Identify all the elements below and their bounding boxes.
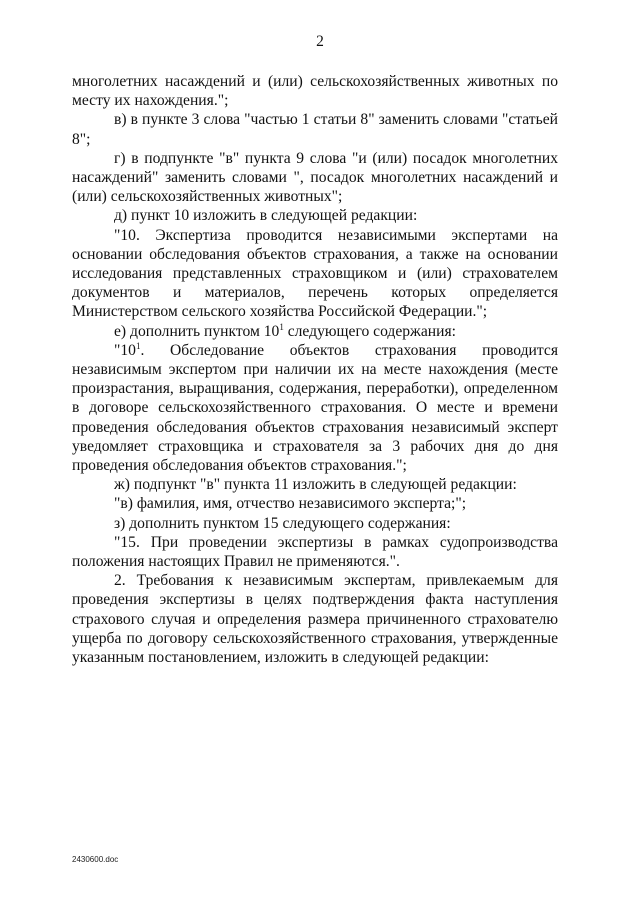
paragraph-item-zh: ж) подпункт "в" пункта 11 изложить в следующей редакции: bbox=[114, 476, 517, 494]
paragraph-section-2: 2. Требования к независимым экспертам, привлекаемым для проведения экспертизы в целях подтверждения факта наступления страхового случая и определения размера причиненного страхователю ущерба по договору сельскохозяйственного страхования, утвержденные указанным постановлением, изложить в следующей редакции: bbox=[72, 572, 558, 667]
paragraph-item-v: в) в пункте 3 слова "частью 1 статьи 8" заменить словами "статьей 8"; bbox=[72, 111, 558, 148]
paragraph-clause-10: "10. Экспертиза проводится независимыми экспертами на основании обследования объектов страхования, а также на основании исследования представленных страховщиком и (или) страхователем документов и материалов, перечень которых определяется Министерством сельского хозяйства Российской Федерации."; bbox=[72, 226, 558, 321]
paragraph-clause-10-1-number: "10 bbox=[114, 341, 136, 359]
paragraph-continuation: многолетних насаждений и (или) сельскохозяйственных животных по месту их нахождения."; bbox=[72, 73, 558, 110]
superscript-mark: 1 bbox=[279, 321, 284, 332]
document-body bbox=[72, 72, 558, 667]
paragraph-clause-10-1-text: . Обследование объектов страхования проводится независимым экспертом при наличии их на месте нахождения (месте произрастания, выращивания, содержания, переработки), определенном в договоре сельскохозяйственного страхования. О месте и времени проведения обследования объектов страхования независимый эксперт уведомляет страховщика и страхователя за 3 рабочих дня до дня проведения обследования объектов страхования."; bbox=[72, 341, 558, 475]
paragraph-clause-10-1 bbox=[72, 341, 558, 475]
paragraph-item-e bbox=[72, 322, 558, 341]
paragraph-item-z: з) дополнить пунктом 15 следующего содержания: bbox=[114, 514, 451, 532]
page-number: 2 bbox=[316, 33, 324, 50]
document-file-id: 2430600.doc bbox=[72, 855, 119, 864]
paragraph-item-d: д) пункт 10 изложить в следующей редакции: bbox=[114, 207, 418, 225]
superscript-mark: 1 bbox=[135, 340, 141, 351]
paragraph-item-e-text-after: следующего содержания: bbox=[283, 322, 456, 340]
paragraph-item-g: г) в подпункте "в" пункта 9 слова "и (или) посадок многолетних насаждений" заменить словами ", посадок многолетних насаждений и (или) сельскохозяйственных животных"; bbox=[72, 149, 558, 206]
paragraph-clause-15: "15. При проведении экспертизы в рамках судопроизводства положения настоящих Правил не применяются.". bbox=[72, 533, 558, 571]
paragraph-clause-v: "в) фамилия, имя, отчество независимого эксперта;"; bbox=[114, 495, 467, 513]
paragraph-item-e-text-before: е) дополнить пунктом 10 bbox=[114, 322, 280, 340]
